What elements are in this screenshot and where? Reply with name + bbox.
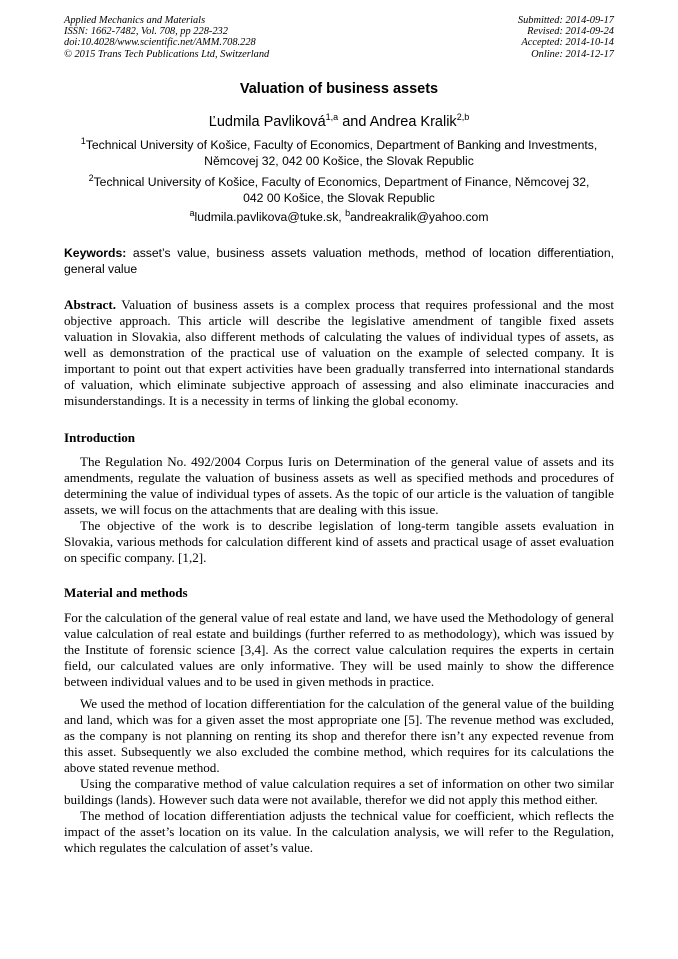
paper-title: Valuation of business assets [239, 81, 439, 97]
methods-paragraph-2: We used the method of location differentiation for the calculation of the general value of the building and land, which was for a given asset the most appropriate one [5]. The revenue method was excluded, as the company is not planning on renting its shop and therefor there isn’t any expected revenue from this asset. Subsequently we also excluded the combine method, which requires for its calculations the above stated revenue method. [64, 696, 614, 775]
introduction-body [64, 454, 614, 566]
online-date: Online: 2014-12-17 [531, 48, 614, 60]
email-b[interactable]: andreakralik@yahoo.com [350, 210, 489, 224]
methods-paragraph-4: The method of location differentiation adjusts the technical value for coefficient, which reflects the impact of the asset’s location on its value. In the calculation analysis, we will refer to the Regulation, which regulates the calculation of asset’s value. [64, 808, 614, 855]
methods-body [64, 610, 614, 856]
author-2-sup: 2,b [456, 112, 470, 123]
introduction-paragraph-1: The Regulation No. 492/2004 Corpus Iuris on Determination of the general value of assets and its amendments, regulate the valuation of business assets as well as specified methods and procedures of determining the value of individual types of assets. As the topic of our article is the valuation of tangible assets, we will focus on the attachments that are dealing with this issue. [64, 454, 614, 517]
keywords-label: Keywords: [64, 246, 127, 260]
introduction-heading: Introduction [64, 430, 136, 445]
author-line [64, 114, 614, 130]
revised-date: Revised: 2014-09-24 [527, 26, 614, 38]
aff-1-line-2: Němcovej 32, 042 00 Košice, the Slovak Republic [204, 154, 474, 168]
affiliation-1 [64, 137, 614, 169]
submission-dates [518, 15, 614, 60]
author-1-sup: 1,a [325, 112, 339, 123]
copyright: © 2015 Trans Tech Publications Ltd, Switzerland [64, 48, 270, 60]
aff-2-sup: 2 [88, 172, 94, 183]
abstract-text: Valuation of business assets is a complex process that requires professional and the most objective approach. This article will describe the legislative amendment of tangible fixed assets valuation in Slovakia, also different methods of calculating the values of individual types of assets, as well as demonstration of the practical use of valuation on the example of selected company. It is important to point out that expert activities have been gradually transferred into international standards of valuation, which eliminate subjective approach of assessing and also eliminate inaccuracies and misunderstandings. It is a necessity in terms of linking the global economy. [64, 297, 614, 408]
aff-2-line-1: Technical University of Košice, Faculty of Economics, Department of Finance, Němcovej 32, [93, 175, 590, 189]
email-a-sup: a [189, 207, 195, 218]
aff-1-sup: 1 [80, 135, 86, 146]
author-1: Ľudmila Pavliková [208, 114, 326, 130]
methods-heading: Material and methods [64, 585, 188, 600]
affiliation-2 [64, 174, 614, 206]
author-2: Andrea Kralik [369, 114, 457, 130]
author-conjunction: and [338, 114, 370, 130]
keywords-text: asset’s value, business assets valuation methods, method of location differentiation, general value [64, 246, 614, 276]
submitted-date: Submitted: 2014-09-17 [517, 15, 614, 26]
journal-info [64, 15, 269, 60]
email-b-sup: b [345, 207, 351, 218]
email-a[interactable]: ludmila.pavlikova@tuke.sk, [194, 210, 346, 224]
issn: ISSN: 1662-7482, Vol. 708, pp 228-232 [64, 26, 228, 38]
accepted-date: Accepted: 2014-10-14 [521, 37, 614, 49]
email-line [64, 207, 614, 224]
journal-name: Applied Mechanics and Materials [64, 15, 206, 26]
abstract-label: Abstract. [64, 297, 116, 312]
doi[interactable]: doi:10.4028/www.scientific.net/AMM.708.228 [64, 37, 256, 49]
abstract [64, 297, 614, 409]
aff-1-line-1: Technical University of Košice, Faculty of Economics, Department of Banking and Investments, [85, 138, 598, 152]
methods-paragraph-3: Using the comparative method of value calculation requires a set of information on other two similar buildings (lands). However such data were not available, therefor we did not apply this method either. [64, 776, 614, 807]
keywords [64, 245, 614, 277]
introduction-paragraph-2: The objective of the work is to describe legislation of long-term tangible assets evaluation in Slovakia, various methods for calculation different kind of assets and practical usage of asset evaluation on specific company. [1,2]. [64, 518, 614, 565]
methods-paragraph-1: For the calculation of the general value of real estate and land, we have used the Methodology of general value calculation of real estate and buildings (further referred to as methodology), which was issued by the Institute of forensic science [3,4]. As the correct value calculation requires the experts in certain field, our calculated values are only informative. They will be used mainly to show the difference between individual values and to be used in given methods in practice. [64, 610, 614, 689]
aff-2-line-2: 042 00 Košice, the Slovak Republic [243, 191, 435, 205]
